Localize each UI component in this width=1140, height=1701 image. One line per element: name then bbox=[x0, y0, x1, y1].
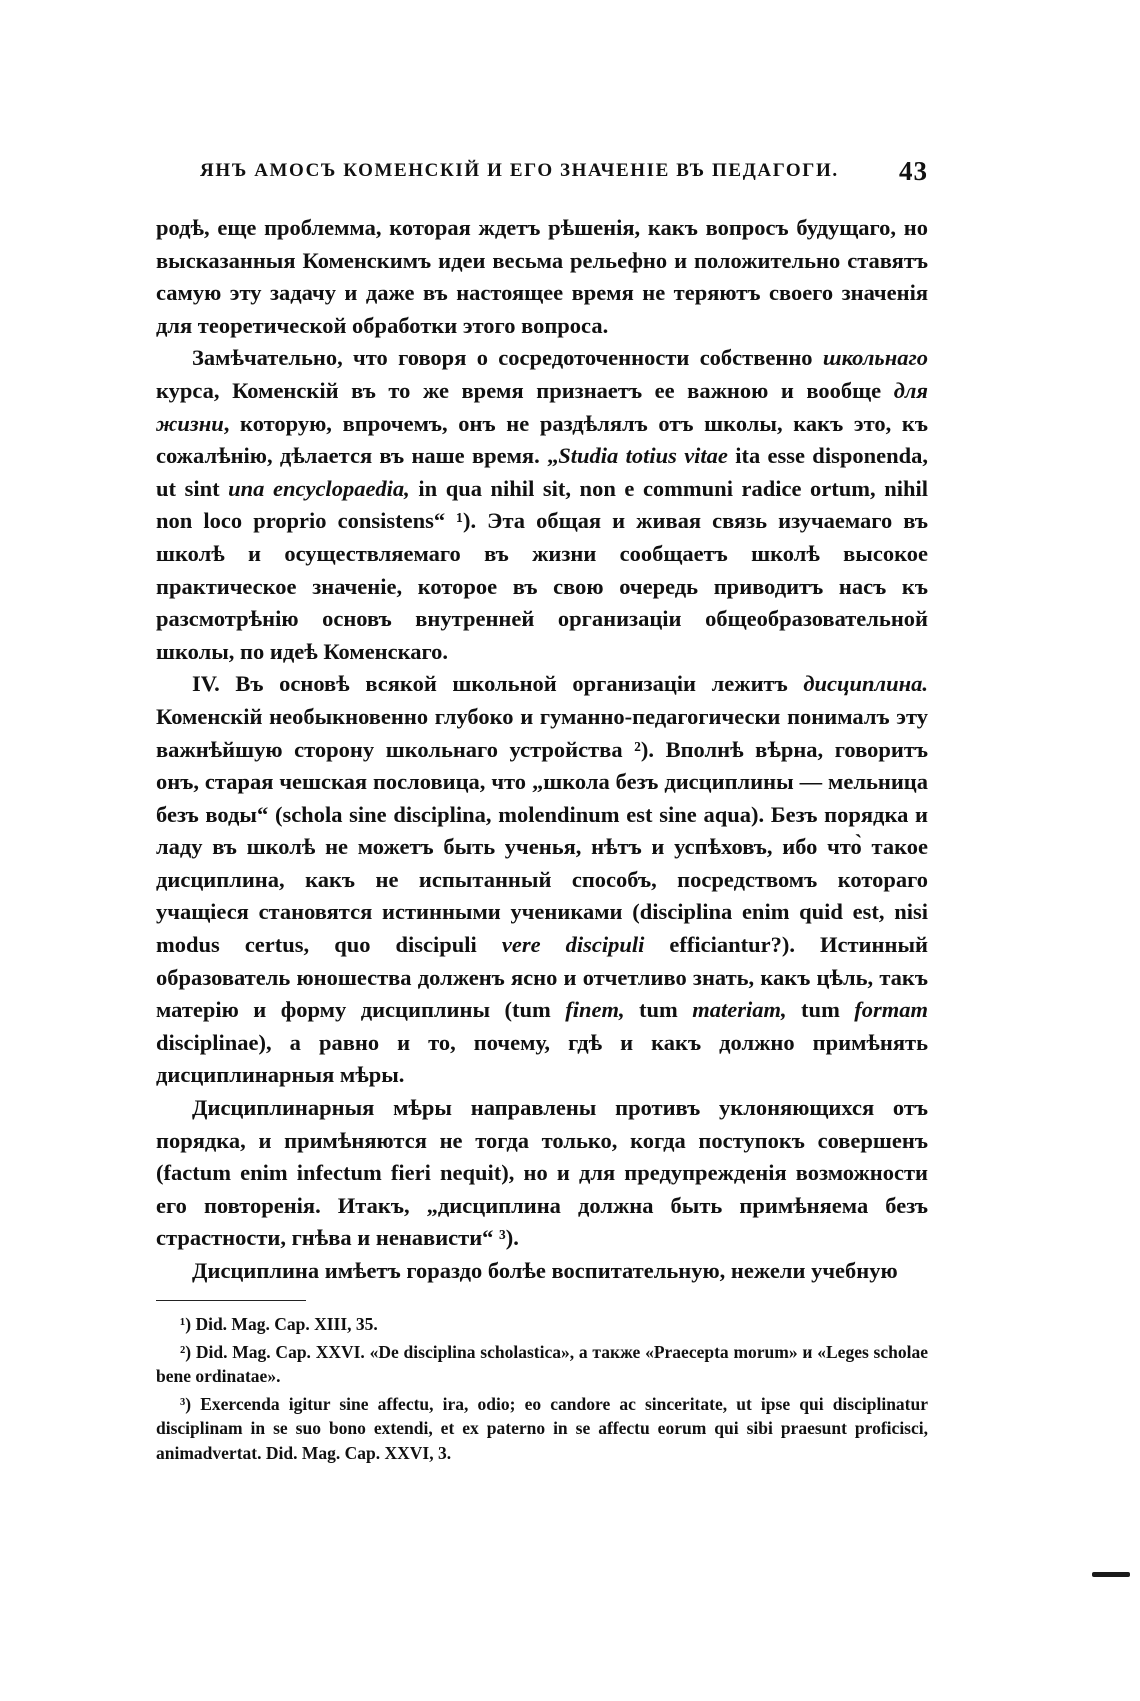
paragraph-1: родѣ, еще проблемма, которая ждетъ рѣшенія, какъ вопросъ будущаго, но высказанныя Коменскимъ идеи весьма рельефно и положительно ставятъ самую эту задачу и даже въ настоящее время не теряютъ своего значенія для теоретической обработки этого вопроса. bbox=[156, 215, 928, 338]
text-run: , которую, впрочемъ, онъ не раздѣлялъ отъ школы, какъ это, къ сожалѣнію, дѣлается въ наше время. „ bbox=[156, 410, 928, 469]
text-run: ita esse disponenda, ut sint bbox=[156, 443, 928, 501]
text-run: курса, Коменскій въ то же время признаетъ ее важною и вообще bbox=[156, 377, 894, 403]
text-run: Коменскій необыкновенно глубоко и гуманно-педагогически понималъ эту важнѣйшую сторону школьнаго устройства ²). Вполнѣ вѣрна, говоритъ онъ, старая чешская пословица, что „школа безъ дисциплины — мельница безъ воды“ (schola sine disciplina, molendinum est sine aqua). Безъ порядка и ладу въ школѣ не можетъ быть ученья, нѣтъ и успѣховъ, ибо что̀ такое дисциплина, какъ не испытанный способъ, посредствомъ котораго учащіеся становятся истинными учениками (disciplina enim quid est, nisi modus certus, quo discipuli bbox=[156, 703, 928, 958]
running-title: ЯНЪ АМОСЪ КОМЕНСКІЙ И ЕГО ЗНАЧЕНІЕ ВЪ ПЕДАГОГИ. bbox=[200, 160, 839, 181]
footnote-rule bbox=[156, 1300, 306, 1301]
paragraph-5: Дисциплина имѣетъ гораздо болѣе воспитательную, нежели учебную bbox=[192, 1258, 898, 1283]
footnotes bbox=[156, 1312, 928, 1468]
paragraph-2 bbox=[156, 342, 928, 668]
running-head bbox=[200, 156, 928, 188]
italic-run: materiam, bbox=[692, 997, 787, 1023]
text-run: tum bbox=[624, 997, 693, 1023]
italic-run: Studia totius vitae bbox=[558, 443, 728, 469]
margin-mark bbox=[1092, 1572, 1130, 1577]
text-run: tum bbox=[786, 997, 855, 1023]
italic-run: formam bbox=[854, 997, 929, 1023]
text-run: IV. Въ основѣ всякой школьной организаціи лежитъ bbox=[192, 671, 804, 697]
footnote-1: ¹) Did. Mag. Cap. XIII, 35. bbox=[180, 1314, 378, 1334]
text-run: Замѣчательно, что говоря о сосредоточенности собственно bbox=[192, 345, 823, 371]
italic-run: школьнаго bbox=[822, 345, 928, 371]
page-number: 43 bbox=[899, 156, 928, 186]
text-run: efficiantur?). Истинный образователь юношества долженъ ясно и отчетливо знать, какъ цѣль, такъ матерію и форму дисциплины (tum bbox=[156, 932, 928, 1023]
italic-run: дисциплина. bbox=[803, 671, 928, 697]
italic-run: vere discipuli bbox=[501, 932, 645, 958]
text-run: in qua nihil sit, non e communi radice ortum, nihil non loco proprio consistens“ ¹). Эта общая и живая связь изучаемаго въ школѣ и осуществляемаго въ жизни сообщаетъ школѣ высокое практическое значеніе, которое въ свою очередь приводитъ насъ къ разсмотрѣнію основъ внутренней организаціи общеобразовательной школы, по идеѣ Коменскаго. bbox=[156, 475, 928, 664]
italic-run: для жизни bbox=[156, 377, 928, 436]
italic-run: una encyclopaedia, bbox=[228, 475, 410, 501]
paragraph-3 bbox=[156, 668, 928, 1092]
footnote-2: ²) Did. Mag. Cap. XXVI. «De disciplina scholastica», а также «Praecepta morum» и «Leges scholae bene ordinatae». bbox=[156, 1341, 928, 1386]
footnote-3: ³) Exercenda igitur sine affectu, ira, odio; eo candore ac sinceritate, ut ipse qui disciplinatur disciplinam in se suo bono extendi, et ex paterno in se affectu eorum qui sibi praesunt proficisci, animadvertat. Did. Mag. Cap. XXVI, 3. bbox=[156, 1393, 928, 1463]
italic-run: finem, bbox=[565, 997, 625, 1023]
paragraph-4: Дисциплинарныя мѣры направлены противъ уклоняющихся отъ порядка, и примѣняются не тогда только, когда поступокъ совершенъ (factum enim infectum fieri nequit), но и для предупрежденія возможности его повторенія. Итакъ, „дисциплина должна быть примѣняема безъ страстности, гнѣва и ненависти“ ³). bbox=[156, 1095, 928, 1251]
text-run: disciplinae), а равно и то, почему, гдѣ и какъ должно примѣнять дисциплинарныя мѣры. bbox=[156, 1029, 928, 1088]
main-text bbox=[156, 212, 928, 1288]
